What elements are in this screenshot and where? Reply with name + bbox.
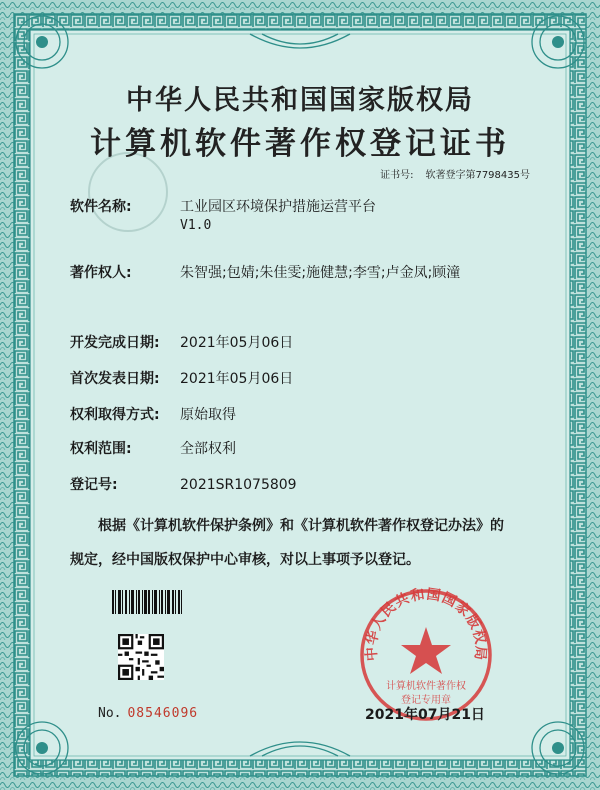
qr-code bbox=[118, 634, 164, 680]
development-date-row bbox=[70, 332, 293, 352]
seal-star-icon bbox=[401, 627, 451, 674]
registration-number-value: 2021SR1075809 bbox=[180, 477, 297, 493]
software-name-row bbox=[70, 196, 376, 216]
certificate-title: 计算机软件著作权登记证书 bbox=[90, 126, 510, 162]
first-publish-date-value: 2021年05月06日 bbox=[180, 371, 294, 387]
authority-title: 中华人民共和国国家版权局 bbox=[126, 85, 474, 116]
first-publish-date-row bbox=[70, 368, 293, 388]
copyright-owner-value: 朱智强;包婧;朱佳雯;施健慧;李雪;卢金凤;顾潼 bbox=[180, 265, 461, 281]
copyright-owner-label: 著作权人: bbox=[70, 265, 132, 281]
first-publish-date-label: 首次发表日期: bbox=[70, 371, 160, 387]
serial-value: 08546096 bbox=[127, 706, 199, 721]
rights-scope-value: 全部权利 bbox=[180, 441, 236, 457]
seal-center-line-2: 登记专用章 bbox=[401, 695, 451, 706]
development-date-label: 开发完成日期: bbox=[70, 335, 160, 351]
seal-ring-text: 中华人民共和国国家版权局 bbox=[363, 586, 489, 662]
registration-number-row bbox=[70, 474, 297, 494]
software-name-label: 软件名称: bbox=[70, 199, 132, 215]
acquisition-method-label: 权利取得方式: bbox=[70, 407, 160, 423]
certificate-number-value: 软著登字第7798435号 bbox=[425, 170, 530, 181]
certificate-number-label: 证书号: bbox=[380, 170, 414, 181]
software-version: V1.0 bbox=[180, 218, 212, 233]
issue-date: 2021年07月21日 bbox=[365, 707, 485, 723]
serial-number bbox=[98, 706, 198, 721]
development-date-value: 2021年05月06日 bbox=[180, 335, 294, 351]
rights-scope-label: 权利范围: bbox=[70, 441, 132, 457]
certificate-number bbox=[380, 166, 530, 181]
rights-scope-row bbox=[70, 438, 236, 458]
registration-number-label: 登记号: bbox=[70, 477, 118, 493]
serial-prefix: No. bbox=[98, 706, 122, 721]
acquisition-method-value: 原始取得 bbox=[180, 407, 236, 423]
statement-line-1: 根据《计算机软件保护条例》和《计算机软件著作权登记办法》的 bbox=[98, 518, 504, 534]
acquisition-method-row bbox=[70, 404, 236, 424]
copyright-owner-row bbox=[70, 262, 460, 282]
statement-line-2: 规定，经中国版权保护中心审核，对以上事项予以登记。 bbox=[70, 552, 420, 568]
watermark-emblem bbox=[88, 152, 168, 232]
seal-center-line-1: 计算机软件著作权 bbox=[386, 681, 466, 692]
barcode bbox=[112, 590, 182, 614]
software-name-value: 工业园区环境保护措施运营平台 bbox=[180, 199, 376, 215]
